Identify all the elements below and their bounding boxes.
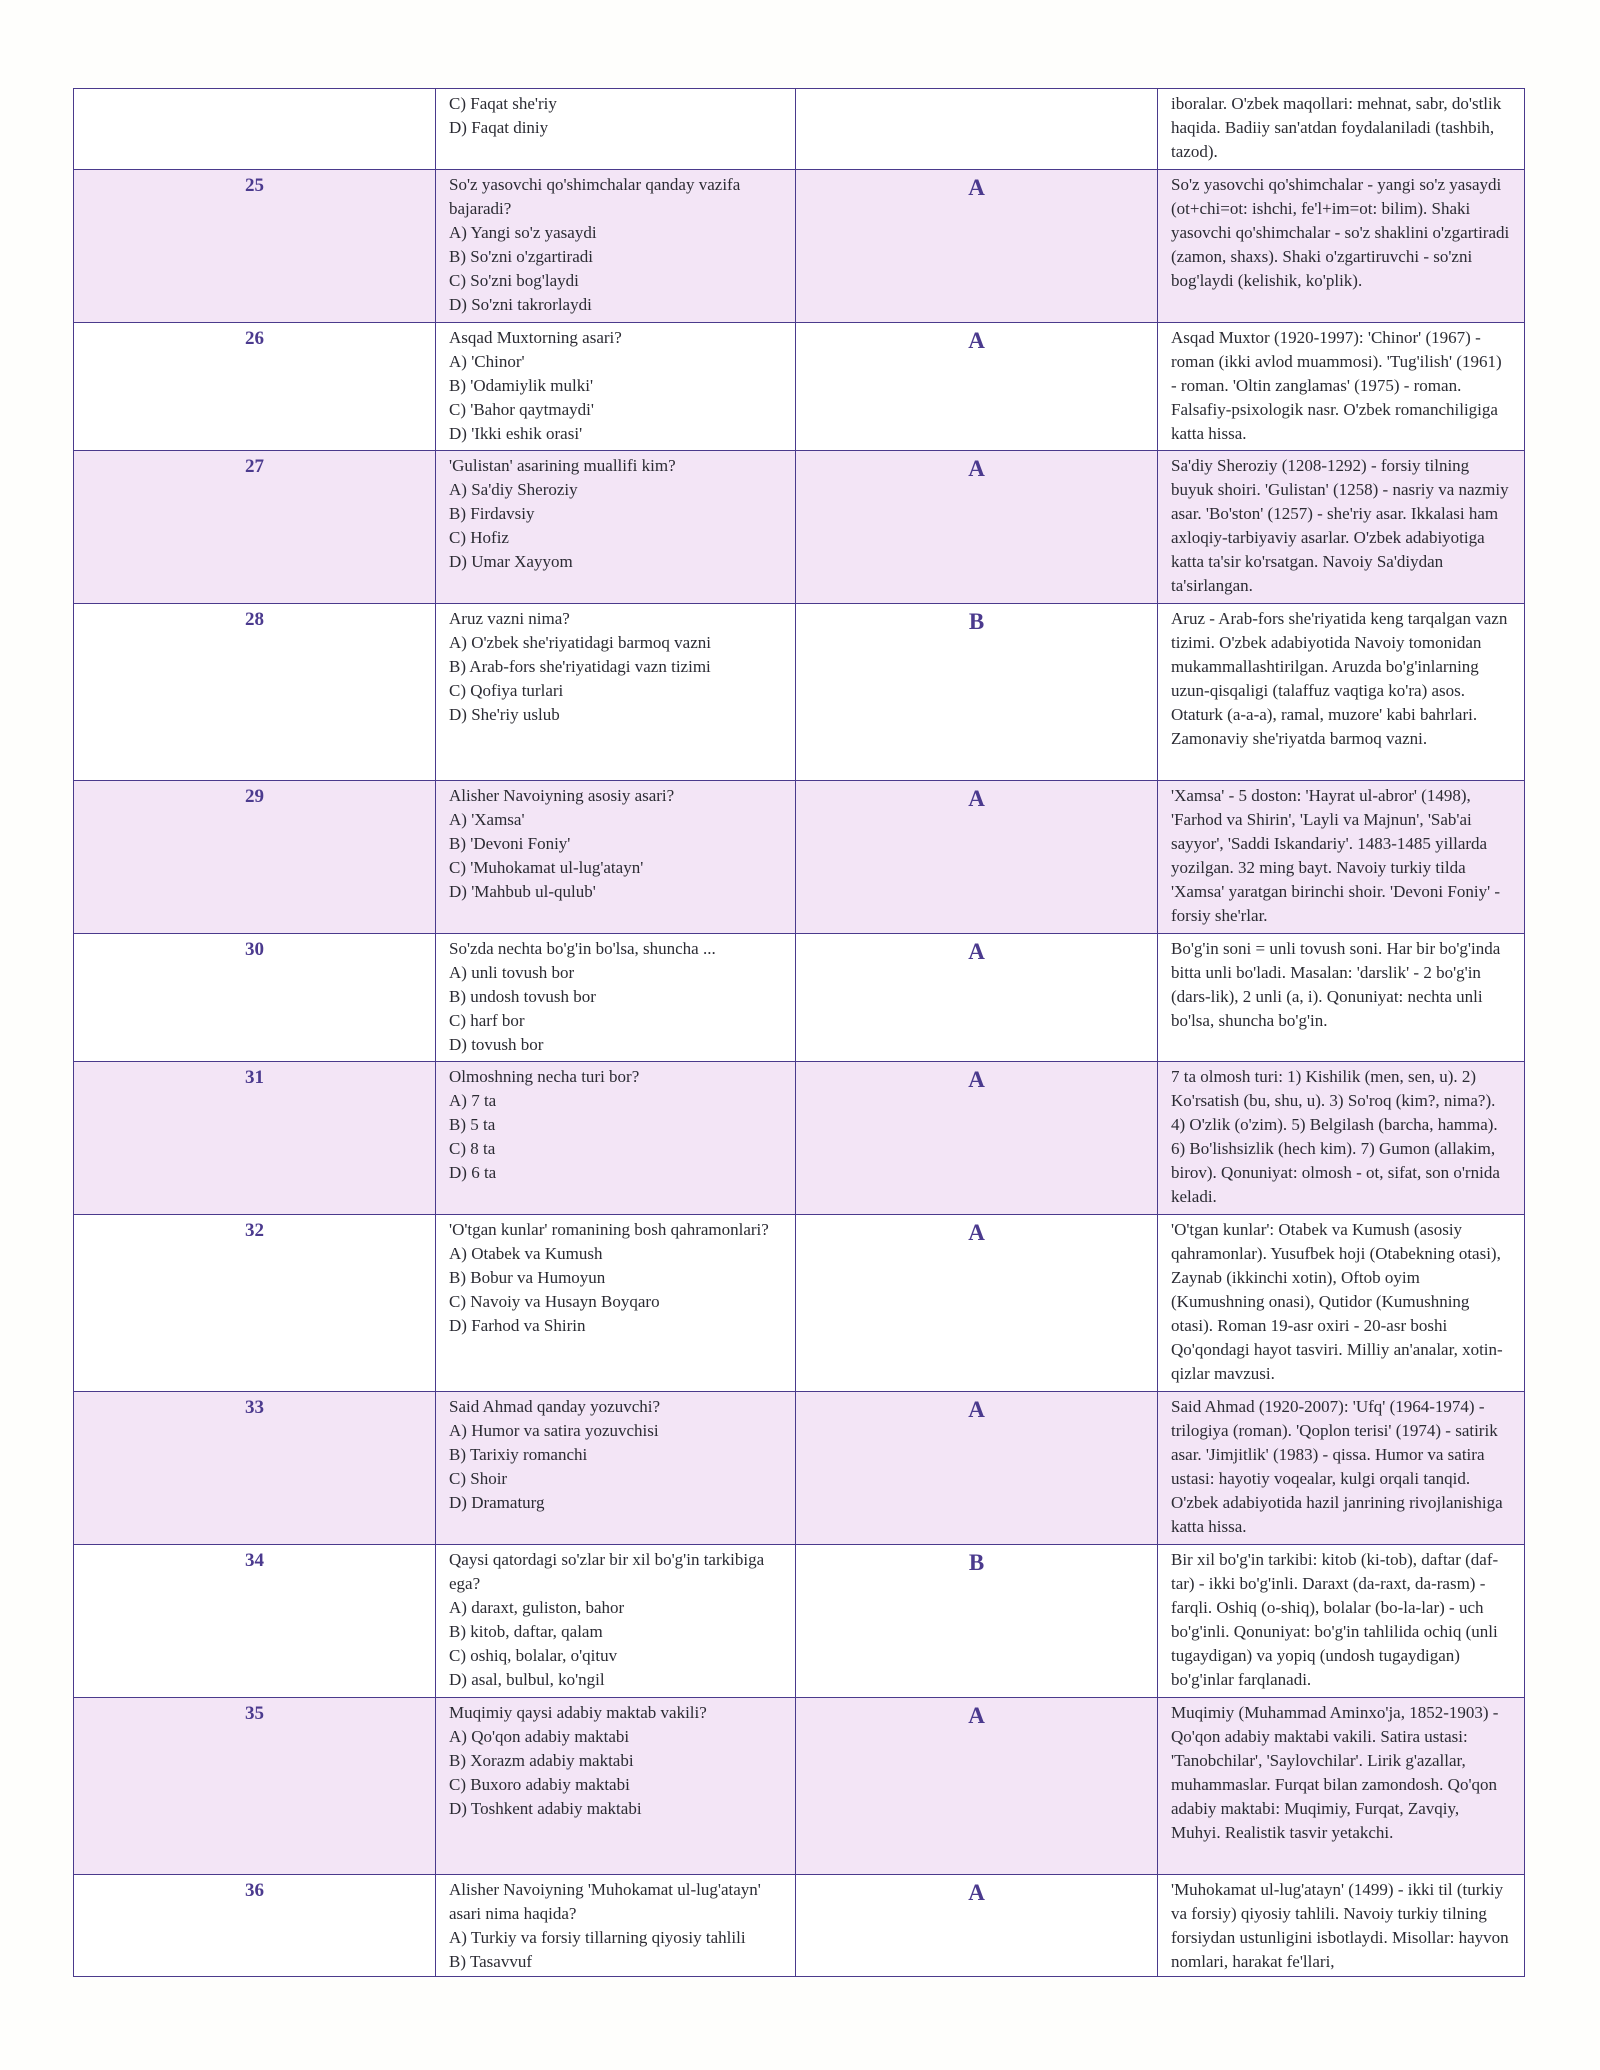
- question-text: Asqad Muxtorning asari?: [449, 328, 622, 347]
- question-number: 35: [74, 1698, 436, 1875]
- question-cell: [436, 170, 796, 323]
- answer-option: B) So'zni o'zgartiradi: [449, 247, 593, 266]
- question-number: 36: [74, 1875, 436, 1977]
- table-row: [74, 323, 1525, 451]
- question-text: Said Ahmad qanday yozuvchi?: [449, 1397, 661, 1416]
- question-number: [74, 89, 436, 170]
- answer-option: A) Otabek va Kumush: [449, 1244, 603, 1263]
- table-row: [74, 1698, 1525, 1875]
- answer-option: B) Bobur va Humoyun: [449, 1268, 606, 1287]
- answer-option: C) Shoir: [449, 1469, 508, 1488]
- explanation-cell: Sa'diy Sheroziy (1208-1292) - forsiy tilning buyuk shoiri. 'Gulistan' (1258) - nasriy va nazmiy asar. 'Bo'ston' (1257) - she'riy asar. Ikkalasi ham axloqiy-tarbiyaviy asarlar. O'zbek adabiyotiga katta ta'sir ko'rsatgan. Navoiy Sa'diydan ta'sirlangan.: [1158, 451, 1525, 604]
- question-number: 26: [74, 323, 436, 451]
- question-cell: [436, 1545, 796, 1698]
- explanation-cell: 'O'tgan kunlar': Otabek va Kumush (asosiy qahramonlar). Yusufbek hoji (Otabekning otasi), Zaynab (ikkinchi xotin), Oftob oyim (Kumushning onasi), Qutidor (Kumushning otasi). Roman 19-asr oxiri - 20-asr boshi Qo'qondagi hayot tasviri. Milliy an'analar, xotin-qizlar mavzusi.: [1158, 1215, 1525, 1392]
- answer-option: A) 'Xamsa': [449, 810, 525, 829]
- correct-answer: A: [796, 1698, 1158, 1875]
- question-number: 28: [74, 604, 436, 781]
- answer-option: C) Faqat she'riy: [449, 94, 557, 113]
- answer-option: C) 8 ta: [449, 1139, 496, 1158]
- explanation-cell: Muqimiy (Muhammad Aminxo'ja, 1852-1903) - Qo'qon adabiy maktabi vakili. Satira ustasi: 'Tanobchilar', 'Saylovchilar'. Lirik g'azallar, muhammaslar. Furqat bilan zamondosh. Qo'qon adabiy maktabi: Muqimiy, Furqat, Zavqiy, Muhyi. Realistik tasvir yetakchi.: [1158, 1698, 1525, 1875]
- answer-option: D) 6 ta: [449, 1163, 497, 1182]
- answer-option: C) 'Bahor qaytmaydi': [449, 400, 594, 419]
- correct-answer: A: [796, 934, 1158, 1062]
- question-cell: [436, 1392, 796, 1545]
- correct-answer: A: [796, 323, 1158, 451]
- explanation-cell: So'z yasovchi qo'shimchalar - yangi so'z yasaydi (ot+chi=ot: ishchi, fe'l+im=ot: bilim). Shaki yasovchi qo'shimchalar - so'z shaklini o'zgartiradi (zamon, shaxs). Shaki o'zgartiruvchi - so'zni bog'laydi (kelishik, ko'plik).: [1158, 170, 1525, 323]
- table-row: [74, 934, 1525, 1062]
- answer-option: C) 'Muhokamat ul-lug'atayn': [449, 858, 644, 877]
- answer-option: A) 7 ta: [449, 1091, 497, 1110]
- answer-option: D) 'Mahbub ul-qulub': [449, 882, 596, 901]
- explanation-cell: iboralar. O'zbek maqollari: mehnat, sabr, do'stlik haqida. Badiiy san'atdan foydalaniladi (tashbih, tazod).: [1158, 89, 1525, 170]
- answer-option: D) Umar Xayyom: [449, 552, 573, 571]
- answer-option: D) asal, bulbul, ko'ngil: [449, 1670, 605, 1689]
- answer-option: B) kitob, daftar, qalam: [449, 1622, 603, 1641]
- correct-answer: A: [796, 1875, 1158, 1977]
- table-row: [74, 451, 1525, 604]
- question-text: Qaysi qatordagi so'zlar bir xil bo'g'in tarkibiga ega?: [449, 1550, 765, 1593]
- answer-option: B) Tasavvuf: [449, 1952, 533, 1971]
- question-cell: [436, 89, 796, 170]
- explanation-cell: 'Xamsa' - 5 doston: 'Hayrat ul-abror' (1498), 'Farhod va Shirin', 'Layli va Majnun', 'Sab'ai sayyor', 'Saddi Iskandariy'. 1483-1485 yillarda yozilgan. 32 ming bayt. Navoiy turkiy tilda 'Xamsa' yaratgan birinchi shoir. 'Devoni Foniy' - forsiy she'rlar.: [1158, 781, 1525, 934]
- table-row: [74, 1062, 1525, 1215]
- correct-answer: A: [796, 170, 1158, 323]
- question-number: 29: [74, 781, 436, 934]
- answer-option: C) Navoiy va Husayn Boyqaro: [449, 1292, 660, 1311]
- answer-option: D) Faqat diniy: [449, 118, 549, 137]
- correct-answer: B: [796, 1545, 1158, 1698]
- answer-option: C) Buxoro adabiy maktabi: [449, 1775, 630, 1794]
- answer-option: A) Humor va satira yozuvchisi: [449, 1421, 659, 1440]
- question-cell: [436, 934, 796, 1062]
- answer-option: C) So'zni bog'laydi: [449, 271, 579, 290]
- answer-option: D) Dramaturg: [449, 1493, 545, 1512]
- question-cell: [436, 1215, 796, 1392]
- answer-option: A) Sa'diy Sheroziy: [449, 480, 578, 499]
- answer-option: A) Yangi so'z yasaydi: [449, 223, 597, 242]
- question-text: Muqimiy qaysi adabiy maktab vakili?: [449, 1703, 707, 1722]
- table-row: [74, 1392, 1525, 1545]
- answer-option: B) Firdavsiy: [449, 504, 535, 523]
- answer-option: B) 'Devoni Foniy': [449, 834, 571, 853]
- answer-option: C) Hofiz: [449, 528, 509, 547]
- correct-answer: A: [796, 781, 1158, 934]
- answer-option: A) unli tovush bor: [449, 963, 575, 982]
- question-number: 34: [74, 1545, 436, 1698]
- question-number: 30: [74, 934, 436, 1062]
- question-text: Alisher Navoiyning 'Muhokamat ul-lug'atayn' asari nima haqida?: [449, 1880, 761, 1923]
- question-text: Olmoshning necha turi bor?: [449, 1067, 640, 1086]
- question-number: 32: [74, 1215, 436, 1392]
- question-cell: [436, 604, 796, 781]
- explanation-cell: Asqad Muxtor (1920-1997): 'Chinor' (1967) - roman (ikki avlod muammosi). 'Tug'ilish' (1961) - roman. 'Oltin zanglamas' (1975) - roman. Falsafiy-psixologik nasr. O'zbek romanchiligiga katta hissa.: [1158, 323, 1525, 451]
- table-row: [74, 89, 1525, 170]
- answer-option: B) Xorazm adabiy maktabi: [449, 1751, 634, 1770]
- answer-option: B) undosh tovush bor: [449, 987, 596, 1006]
- table-row: [74, 170, 1525, 323]
- answer-option: A) 'Chinor': [449, 352, 525, 371]
- question-cell: [436, 1875, 796, 1977]
- answer-option: A) Qo'qon adabiy maktabi: [449, 1727, 630, 1746]
- table-row: [74, 604, 1525, 781]
- explanation-cell: Bo'g'in soni = unli tovush soni. Har bir bo'g'inda bitta unli bo'ladi. Masalan: 'darslik' - 2 bo'g'in (dars-lik), 2 unli (a, i). Qonuniyat: nechta unli bo'lsa, shuncha bo'g'in.: [1158, 934, 1525, 1062]
- question-cell: [436, 451, 796, 604]
- correct-answer: A: [796, 1062, 1158, 1215]
- question-number: 33: [74, 1392, 436, 1545]
- question-text: 'Gulistan' asarining muallifi kim?: [449, 456, 676, 475]
- table-row: [74, 1215, 1525, 1392]
- answer-option: B) 'Odamiylik mulki': [449, 376, 594, 395]
- explanation-cell: Bir xil bo'g'in tarkibi: kitob (ki-tob), daftar (daf-tar) - ikki bo'g'inli. Daraxt (da-raxt, da-rasm) - farqli. Oshiq (o-shiq), bolalar (bo-la-lar) - uch bo'g'inli. Qonuniyat: bo'g'in tahlilida ochiq (unli tugaydigan) va yopiq (undosh tugaydigan) bo'g'inlar farqlanadi.: [1158, 1545, 1525, 1698]
- answer-option: D) Toshkent adabiy maktabi: [449, 1799, 642, 1818]
- answer-option: C) Qofiya turlari: [449, 681, 564, 700]
- answer-option: B) Arab-fors she'riyatidagi vazn tizimi: [449, 657, 711, 676]
- explanation-cell: 'Muhokamat ul-lug'atayn' (1499) - ikki til (turkiy va forsiy) qiyosiy tahlili. Navoiy turkiy tilning forsiydan ustunligini isbotlaydi. Misollar: hayvon nomlari, harakat fe'llari,: [1158, 1875, 1525, 1977]
- table-row: [74, 1875, 1525, 1977]
- correct-answer: A: [796, 1215, 1158, 1392]
- correct-answer: A: [796, 1392, 1158, 1545]
- question-cell: [436, 323, 796, 451]
- correct-answer: B: [796, 604, 1158, 781]
- answer-option: C) oshiq, bolalar, o'qituv: [449, 1646, 618, 1665]
- question-text: 'O'tgan kunlar' romanining bosh qahramonlari?: [449, 1220, 769, 1239]
- table-row: [74, 781, 1525, 934]
- answer-option: D) Farhod va Shirin: [449, 1316, 586, 1335]
- answer-option: A) Turkiy va forsiy tillarning qiyosiy tahlili: [449, 1928, 746, 1947]
- question-number: 25: [74, 170, 436, 323]
- answer-option: C) harf bor: [449, 1011, 525, 1030]
- table-row: [74, 1545, 1525, 1698]
- answer-option: D) She'riy uslub: [449, 705, 560, 724]
- correct-answer: [796, 89, 1158, 170]
- answer-option: D) 'Ikki eshik orasi': [449, 424, 583, 443]
- quiz-answer-table: [73, 88, 1525, 1977]
- question-text: Aruz vazni nima?: [449, 609, 570, 628]
- correct-answer: A: [796, 451, 1158, 604]
- question-text: Alisher Navoiyning asosiy asari?: [449, 786, 675, 805]
- question-number: 27: [74, 451, 436, 604]
- question-cell: [436, 1062, 796, 1215]
- question-cell: [436, 1698, 796, 1875]
- explanation-cell: Said Ahmad (1920-2007): 'Ufq' (1964-1974) - trilogiya (roman). 'Qoplon terisi' (1974) - satirik asar. 'Jimjitlik' (1983) - qissa. Humor va satira ustasi: hayotiy voqealar, kulgi orqali tanqid. O'zbek adabiyotida hazil janrining rivojlanishiga katta hissa.: [1158, 1392, 1525, 1545]
- question-number: 31: [74, 1062, 436, 1215]
- question-text: So'z yasovchi qo'shimchalar qanday vazifa bajaradi?: [449, 175, 741, 218]
- question-text: So'zda nechta bo'g'in bo'lsa, shuncha ...: [449, 939, 716, 958]
- explanation-cell: 7 ta olmosh turi: 1) Kishilik (men, sen, u). 2) Ko'rsatish (bu, shu, u). 3) So'roq (kim?, nima?). 4) O'zlik (o'zim). 5) Belgilash (barcha, hamma). 6) Bo'lishsizlik (hech kim). 7) Gumon (allakim, birov). Qonuniyat: olmosh - ot, sifat, son o'rnida keladi.: [1158, 1062, 1525, 1215]
- answer-option: B) Tarixiy romanchi: [449, 1445, 588, 1464]
- explanation-cell: Aruz - Arab-fors she'riyatida keng tarqalgan vazn tizimi. O'zbek adabiyotida Navoiy tomonidan mukammallashtirilgan. Aruzda bo'g'inlarning uzun-qisqaligi (talaffuz vaqtiga ko'ra) asos. Otaturk (a-a-a), ramal, muzore' kabi bahrlari. Zamonaviy she'riyatda barmoq vazni.: [1158, 604, 1525, 781]
- answer-option: B) 5 ta: [449, 1115, 496, 1134]
- answer-option: D) tovush bor: [449, 1035, 544, 1054]
- question-cell: [436, 781, 796, 934]
- answer-option: A) daraxt, guliston, bahor: [449, 1598, 625, 1617]
- answer-option: D) So'zni takrorlaydi: [449, 295, 592, 314]
- table-body: [74, 89, 1525, 1977]
- answer-option: A) O'zbek she'riyatidagi barmoq vazni: [449, 633, 711, 652]
